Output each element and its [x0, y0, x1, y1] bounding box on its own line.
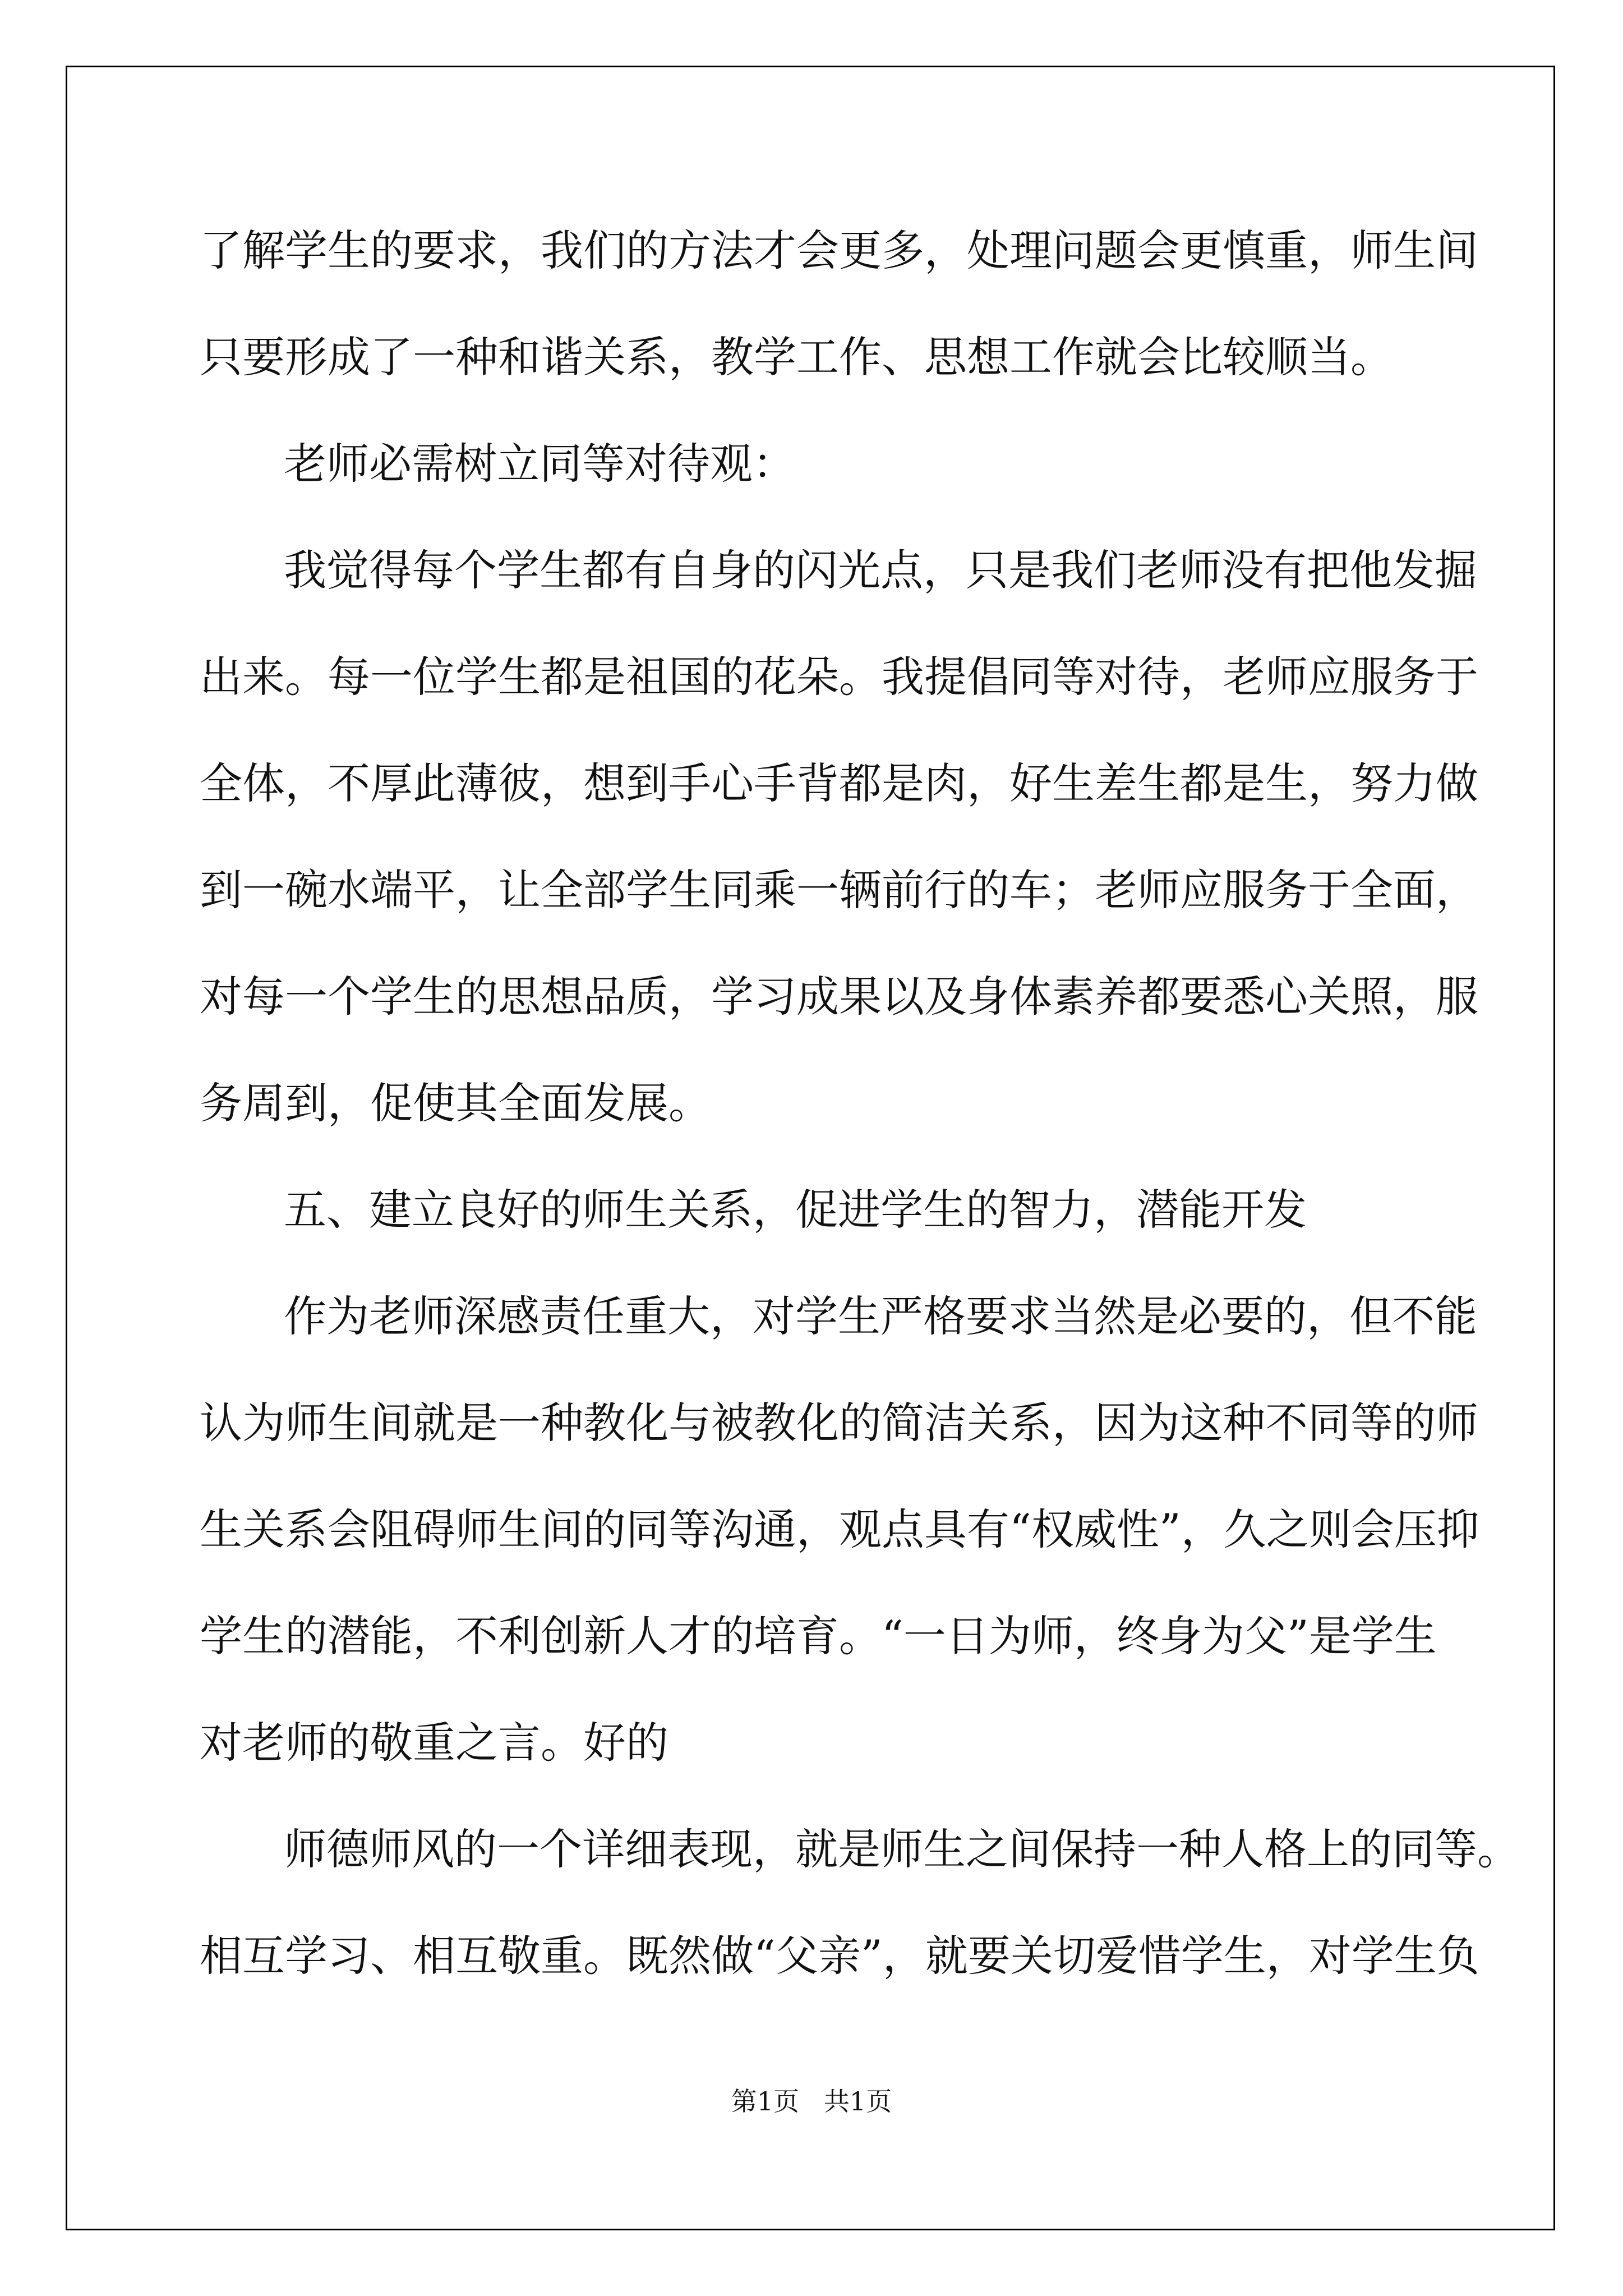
body-line-12: 认为师生间就是一种教化与被教化的简洁关系，因为这种不同等的师 [200, 1398, 1478, 1448]
page-number-footer: 第1页 共1页 [731, 2086, 892, 2116]
body-line-17: 相互学习、相互敬重。既然做“父亲”，就要关切爱惜学生，对学生负 [200, 1931, 1479, 1981]
body-line-6: 全体，不厚此薄彼，想到手心手背都是肉，好生差生都是生，努力做 [200, 758, 1478, 808]
body-line-13: 生关系会阻碍师生间的同等沟通，观点具有“权威性”，久之则会压抑 [200, 1504, 1479, 1554]
body-line-15: 对老师的敬重之言。好的 [200, 1718, 668, 1768]
body-line-14: 学生的潜能，不利创新人才的培育。“一日为师，终身为父”是学生 [200, 1611, 1437, 1661]
page-border [66, 66, 1555, 2230]
body-line-8: 对每一个学生的思想品质，学习成果以及身体素养都要悉心关照，服 [200, 972, 1478, 1022]
body-line-16: 师德师风的一个详细表现，就是师生之间保持一种人格上的同等。 [284, 1824, 1520, 1874]
body-line-9: 务周到，促使其全面发展。 [200, 1078, 711, 1128]
body-line-7: 到一碗水端平，让全部学生同乘一辆前行的车；老师应服务于全面， [200, 865, 1478, 915]
body-line-5: 出来。每一位学生都是祖国的花朵。我提倡同等对待，老师应服务于 [200, 652, 1478, 702]
body-line-4: 我觉得每个学生都有自身的闪光点，只是我们老师没有把他发掘 [284, 545, 1477, 595]
body-line-11: 作为老师深感责任重大，对学生严格要求当然是必要的，但不能 [284, 1291, 1477, 1341]
body-line-2: 只要形成了一种和谐关系，教学工作、思想工作就会比较顺当。 [200, 332, 1393, 382]
section-heading-five: 五、建立良好的师生关系，促进学生的智力，潜能开发 [284, 1185, 1307, 1235]
body-line-1: 了解学生的要求，我们的方法才会更多，处理问题会更慎重，师生间 [200, 226, 1478, 275]
paragraph-heading-equal-treatment: 老师必需树立同等对待观： [284, 439, 795, 489]
